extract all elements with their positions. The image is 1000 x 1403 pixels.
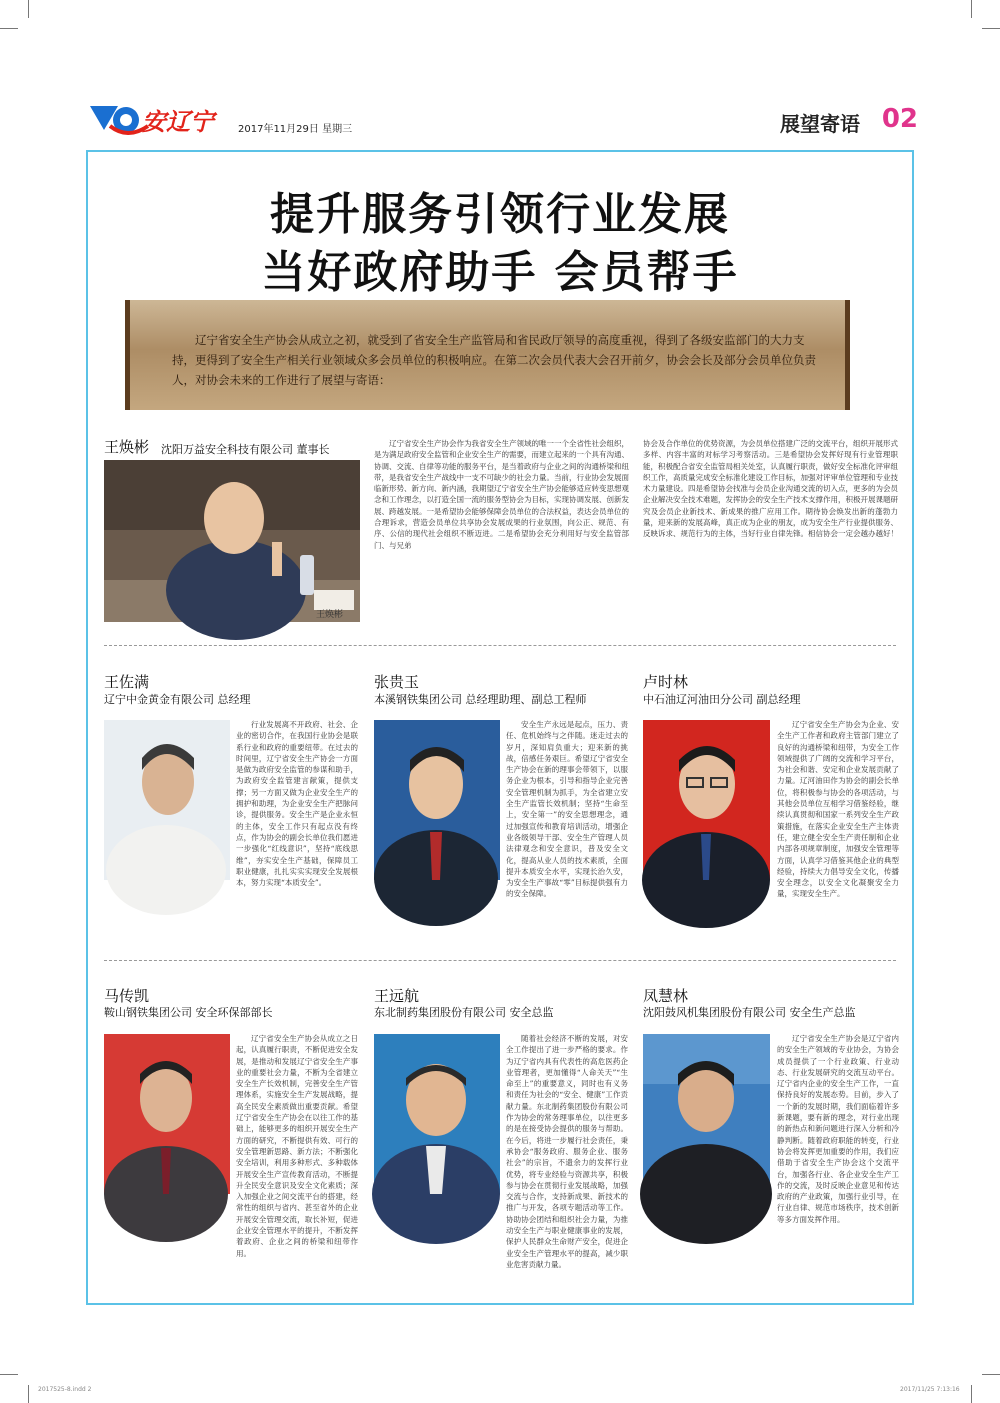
issue-date: 2017年11月29日 星期三 (238, 124, 353, 135)
person-name: 王佐满 (104, 673, 150, 691)
divider (104, 960, 896, 961)
crop-mark (28, 1385, 29, 1403)
person-org: 中石油辽河油田分公司 副总经理 (643, 693, 801, 706)
photo-caption: 王焕彬 (316, 610, 344, 620)
person-name: 卢时林 (643, 673, 689, 691)
crop-mark (982, 1374, 1000, 1375)
person-org: 本溪钢铁集团公司 总经理助理、副总工程师 (374, 693, 587, 706)
person-text: 辽宁省安全生产协会从成立之日起，认真履行职责，不断促进安全发展，是推动和发展辽宁省安全生产事业的重要社会力量，不断为全省建立安全生产长效机制，完善安全生产管理体系，实施安全生产发展战略，提高全民安全素质做出重要贡献。希望辽宁省安全生产协会在以往工作的基础上，能够更多的组织开展安全生产方面的研究，不断提供有效、可行的安全管理新思路、新方法；不断强化安全培训，利用多种形式、多种载体开展安全生产宣传教育活动，不断提升全民安全意识及安全文化素质；深入加强企业之间交流平台的搭建，经常性的组织与省内、甚至省外的企业开展安全管理交流，取长补短，促进企业安全管理水平的提升，不断发挥着政府、企业之间的桥梁和纽带作用。 (236, 1034, 358, 1258)
crop-mark (971, 1385, 972, 1403)
crop-mark (0, 1374, 18, 1375)
headline-line-2: 当好政府助手 会员帮手 (261, 247, 739, 298)
person-org: 东北制药集团股份有限公司 安全总监 (374, 1006, 554, 1019)
person-photo (104, 720, 230, 880)
intro-scroll (125, 300, 850, 410)
person-text-continued: 协会及合作单位的优势资源，为会员单位搭建广泛的交流平台，组织开展形式多样、内容丰富的对标学习考察活动。三是希望协会发挥好现有行业管理职能，积极配合省安全监管局相关处室，认真履行职责，做好安全标准化评审组织工作，高质量完成安全标准化建设工作目标，加强对评审单位管理和专业技术力量建设。四是希望协会找准与会员企业沟通交流的切入点，更多的为会员企业解决安全技术难题，发挥协会的安全生产技术支撑作用，积极开展课题研究及会员企业新技术、新成果的推广应用工作。期待协会焕发出新的蓬勃力量，迎来新的发展高峰，真正成为企业的朋友，成为安全生产行业提供服务、反映诉求、规范行为的主体，当好行业自律先锋。相信协会一定会越办越好！ (643, 439, 898, 539)
person-text: 安全生产永远是起点，压力、责任、危机始终与之伴随。迷走过去的岁月，深知肩负重大；迎来新的挑战，倍感任务艰巨。希望辽宁省安全生产协会在新的理事会带领下，以服务企业为根本，引导和指导企业完善安全管理机制为抓手，为全省建立安全生产监管长效机制；坚持“生命至上，安全第一”的安全思想理念，通过加强宣传和教育培训活动，增强企业各级领导干部、安全生产管理人员法律观念和安全意识，普及安全文化，提高从业人员的技术素质，全面提升本质安全水平，实现长治久安，为安全生产事故“零”目标提供强有力的安全保障。 (506, 720, 628, 899)
headline-line-1: 提升服务引领行业发展 (270, 189, 730, 240)
person-photo (643, 1034, 770, 1194)
footer-timestamp: 2017/11/25 7:13:16 (900, 1386, 960, 1393)
svg-text:安辽宁: 安辽宁 (142, 107, 214, 136)
crop-mark (971, 0, 972, 18)
person-text: 行业发展离不开政府、社会、企业的密切合作，在我国行业协会是联系行业和政府的重要纽带。在过去的时间里，辽宁省安全生产协会一方面是做为政府安全监管的参谋和助手，为政府安全监管建言献策，提供支撑；另一方面又做为企业安全生产的拥护和助理，为企业安全生产把脉问诊，提供服务。安全生产是企业永恒的主体，安全工作只有起点没有终点，作为协会的副会长单位我们愿进一步强化“红线意识”，坚持“底线思维”，夯实安全生产基础，保障员工职业健康，扎扎实实实现安全发展根本，努力实现“本质安全”。 (236, 720, 358, 888)
person-text: 随着社会经济不断的发展，对安全工作提出了进一步严格的要求。作为辽宁省内具有代表性的高危医药企业管理者，更加懂得“人命关天”“生命至上”的重要意义，同时也有义务和责任为社会的“安全、健康”工作贡献力量。东北制药集团股份有限公司作为协会的常务理事单位，以往更多的是在接受协会提供的服务与帮助。在今后，将进一步履行社会责任，秉承协会“服务政府、服务企业、服务社会”的宗旨，不遗余力的发挥行业优势，将专业经验与资源共享，积极参与协会在贯彻行业发展战略，加强交流与合作，支持新成果、新技术的推广与开发，各项专题活动等工作。协助协会团结和组织社会力量，为推动安全生产与职业健康事业的发展，保护人民群众生命财产安全，促进企业安全生产管理水平的提高，减少职业危害贡献力量。 (506, 1034, 628, 1269)
crop-mark (28, 0, 29, 18)
intro-text: 辽宁省安全生产协会从成立之初，就受到了省安全生产监管局和省民政厅领导的高度重视，得到了各级安监部门的大力支持，更得到了安全生产相关行业领域众多会员单位的积极响应。在第二次会员代表大会召开前夕，协会会长及部分会员单位负责人，对协会未来的工作进行了展望与寄语： (172, 333, 816, 387)
crop-mark (982, 28, 1000, 29)
person-text: 辽宁省安全生产协会为企业、安全生产工作者和政府主管部门建立了良好的沟通桥梁和纽带，为安全工作领域提供了广阔的交流和学习平台，为社会和谐、安定和企业发展贡献了力量。辽河油田作为协会的副会长单位，将积极参与协会的各项活动，与其他会员单位互相学习借鉴经验，继续认真贯彻和国家一系列安全生产政策措施，在落实企业安全生产主体责任，建立健全安全生产责任制和企业内部各项规章制度，加强安全管理等方面，认真学习借鉴其他企业的典型经验，持续大力倡导安全文化，传播安全理念，以安全文化凝聚安全力量，实现安全生产。 (777, 720, 899, 899)
person-org: 辽宁中金黄金有限公司 总经理 (104, 693, 251, 706)
person-name: 王远航 (374, 987, 420, 1005)
person-org: 沈阳鼓风机集团股份有限公司 安全生产总监 (643, 1006, 856, 1019)
person-text: 辽宁省安全生产协会作为我省安全生产领域的唯一一个全省性社会组织，是为满足政府安全监管和企业安全生产的需要，而建立起来的一个具有沟通、协调、交流、自律等功能的服务平台，是当着政府与企业之间的沟通桥梁和纽带，是我省安全生产战线中一支不可缺少的社会力量。当前，行业协会发展面临新形势、新方向、新内涵，我期望辽宁省安全生产协会能够适应转变思想观念和工作理念，以打造全国一流的服务型协会为目标，实现协调发展、创新发展、跨越发展。一是希望协会能够保障会员单位的合法权益，表达会员单位的合理诉求，营造会员单位共享协会发展成果的行业氛围，向公正、规范、有序、公信的现代社会组织不断迈进。二是希望协会充分利用好与安全监管部门、与兄弟 (374, 439, 629, 550)
person-photo (104, 1034, 230, 1194)
person-text: 辽宁省安全生产协会是辽宁省内的安全生产领域的专业协会，为协会成员提供了一个行业政策、行业动态、行业发展研究的交流互动平台。辽宁省内企业的安全生产工作，一直保持良好的发展态势。目前，步入了一个新的发展时期，我们面临着许多新课题，要有新的理念，对行业出现的新热点和新问题进行深入分析和冷静判断。随着政府职能的转变，行业协会将发挥更加重要的作用，我们应借助于省安全生产协会这个交流平台，加强各行业、各企业安全生产工作的交流，及时反映企业意见和传达政府的产业政策，加强行业引导，在行业自律、规范市场秩序，技术创新等多方面发挥作用。 (777, 1034, 899, 1224)
person-photo (374, 1034, 500, 1194)
person-photo (104, 460, 360, 622)
footer-file: 2017525-8.indd 2 (38, 1386, 92, 1393)
person-name: 王焕彬 (104, 438, 150, 456)
person-name: 张贵玉 (374, 673, 420, 691)
divider (104, 645, 896, 646)
crop-mark (0, 28, 18, 29)
person-org: 鞍山钢铁集团公司 安全环保部部长 (104, 1006, 273, 1019)
person-photo (643, 720, 770, 880)
page-number: 02 (881, 104, 918, 134)
person-org: 沈阳万益安全科技有限公司 董事长 (161, 443, 330, 456)
person-photo (374, 720, 500, 880)
page-header (88, 98, 918, 146)
section-title: 展望寄语 (780, 112, 860, 136)
newspaper-logo (88, 100, 228, 140)
person-name: 马传凯 (104, 987, 150, 1005)
person-name: 凤慧林 (643, 987, 689, 1005)
